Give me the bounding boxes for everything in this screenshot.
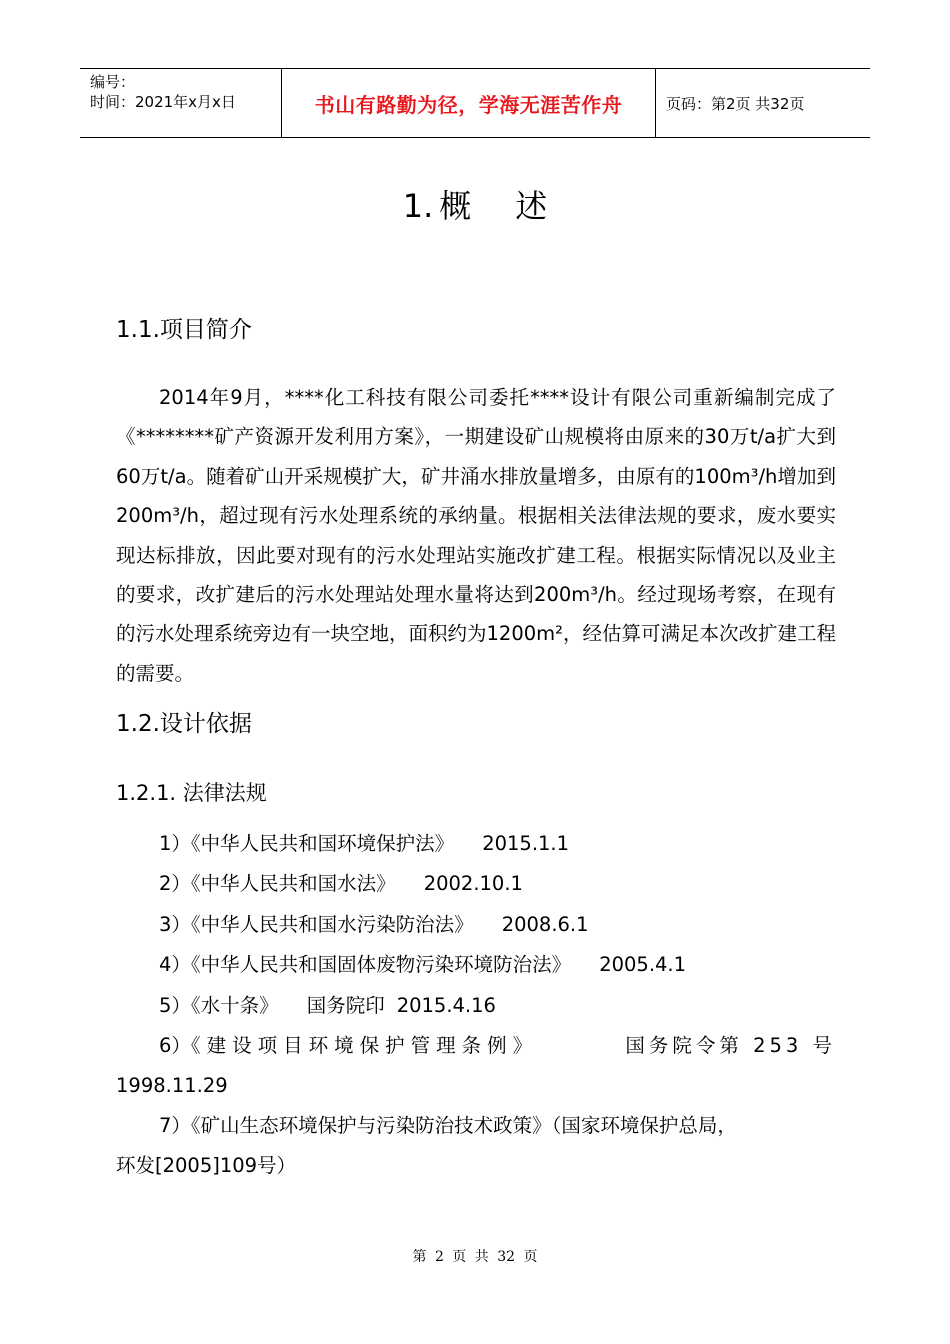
motto-text: 书山有路勤为径，学海无涯苦作舟 bbox=[314, 92, 623, 117]
header-page-cell bbox=[656, 69, 870, 137]
list-item: 2）《中华人民共和国水法》 2002.10.1 bbox=[159, 872, 523, 895]
title-char-a: 概 bbox=[439, 187, 472, 225]
header-page-label: 页码：第2页 共32页 bbox=[666, 94, 805, 113]
heading-1-1: 1.1.项目简介 bbox=[116, 317, 252, 343]
list-item: 1）《中华人民共和国环境保护法》 2015.1.1 bbox=[159, 832, 570, 855]
list-item: 5）《水十条》 国务院印 2015.4.16 bbox=[159, 994, 496, 1017]
title-number: 1. bbox=[402, 187, 434, 225]
doc-number-label: 编号： bbox=[90, 73, 136, 91]
title-char-b: 述 bbox=[515, 187, 548, 225]
doc-time-label: 时间：2021年x月x日 bbox=[90, 93, 236, 111]
list-item: 3）《中华人民共和国水污染防治法》 2008.6.1 bbox=[159, 913, 589, 936]
page-footer: 第 2 页 共 32 页 bbox=[412, 1249, 538, 1265]
list-item: 7）《矿山生态环境保护与污染防治技术政策》（国家环境保护总局， 环发[2005]109号） bbox=[116, 1114, 737, 1177]
heading-1-2-1: 1.2.1. 法律法规 bbox=[116, 781, 267, 805]
list-item-line: 6）《建设项目环境保护管理条例》 国务院令第 253 号 bbox=[159, 1034, 836, 1057]
list-item: 6）《建设项目环境保护管理条例》 国务院令第 253 号 1998.11.29 bbox=[116, 1026, 836, 1106]
intro-paragraph bbox=[116, 378, 836, 693]
header-motto-cell bbox=[282, 69, 656, 137]
header-meta-cell bbox=[80, 69, 282, 137]
intro-paragraph-text: 2014年9月，****化工科技有限公司委托****设计有限公司重新编制完成了《********矿产资源开发利用方案》，一期建设矿山规模将由原来的30万t/a扩大到60万t/a。随着矿山开采规模扩大，矿井涌水排放量增多，由原有的100m³/h增加到200m³/h，超过现有污水处理系统的承纳量。根据相关法律法规的要求，废水要实现达标排放，因此要对现有的污水处理站实施改扩建工程。根据实际情况以及业主的要求，改扩建后的污水处理站处理水量将达到200m³/h。经过现场考察，在现有的污水处理系统旁边有一块空地，面积约为1200m²，经估算可满足本次改扩建工程的需要。 bbox=[116, 386, 836, 685]
header-table bbox=[80, 68, 870, 138]
page-title bbox=[0, 184, 950, 228]
list-item: 4）《中华人民共和国固体废物污染环境防治法》 2005.4.1 bbox=[159, 953, 687, 976]
heading-1-2: 1.2.设计依据 bbox=[116, 711, 252, 737]
